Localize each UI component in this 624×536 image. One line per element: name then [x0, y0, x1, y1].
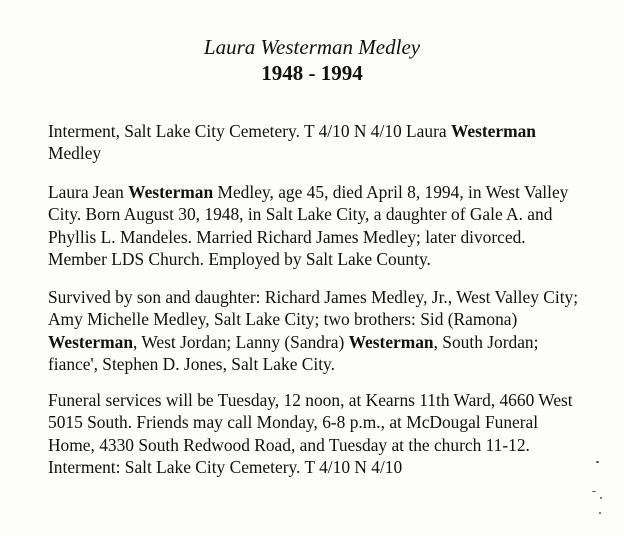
survivors-paragraph — [48, 286, 608, 375]
text-line: Survived by son and daughter: Richard James Medley, Jr., West Valley City; — [48, 287, 579, 307]
text-line: Interment, Salt Lake City Cemetery. T 4/10 N 4/10 Laura Westerman — [48, 121, 536, 141]
text-line: 5015 South. Friends may call Monday, 6-8 p.m., at McDougal Funeral — [48, 412, 539, 433]
biography-paragraph — [48, 181, 608, 270]
obituary-heading — [0, 34, 624, 86]
text-line: Member LDS Church. Employed by Salt Lake County. — [48, 248, 431, 269]
life-years: 1948 - 1994 — [261, 61, 363, 85]
text-line: Home, 4330 South Redwood Road, and Tuesday at the church 11-12. — [48, 434, 530, 455]
text-line: Westerman, West Jordan; Lanny (Sandra) Westerman, South Jordan; — [48, 331, 539, 352]
text-line: Phyllis L. Mandeles. Married Richard James Medley; later divorced. — [48, 226, 526, 247]
text-line: City. Born August 30, 1948, in Salt Lake City, a daughter of Gale A. and — [48, 204, 553, 225]
scan-speck — [600, 497, 602, 499]
scan-speck — [596, 461, 599, 463]
interment-paragraph — [48, 120, 608, 165]
text-line: Amy Michelle Medley, Salt Lake City; two brothers: Sid (Ramona) — [48, 309, 518, 330]
text-line: Funeral services will be Tuesday, 12 noon, at Kearns 11th Ward, 4660 West — [48, 390, 573, 410]
text-line: Laura Jean Westerman Medley, age 45, died April 8, 1994, in West Valley — [48, 182, 569, 202]
funeral-paragraph — [48, 389, 608, 478]
text-line: Medley — [48, 143, 102, 164]
text-line: fiance', Stephen D. Jones, Salt Lake City. — [48, 353, 335, 374]
deceased-name: Laura Westerman Medley — [203, 35, 421, 59]
scan-speck — [592, 491, 596, 492]
text-line: Interment: Salt Lake City Cemetery. T 4/10 N 4/10 — [48, 456, 403, 477]
scan-speck — [599, 512, 601, 514]
